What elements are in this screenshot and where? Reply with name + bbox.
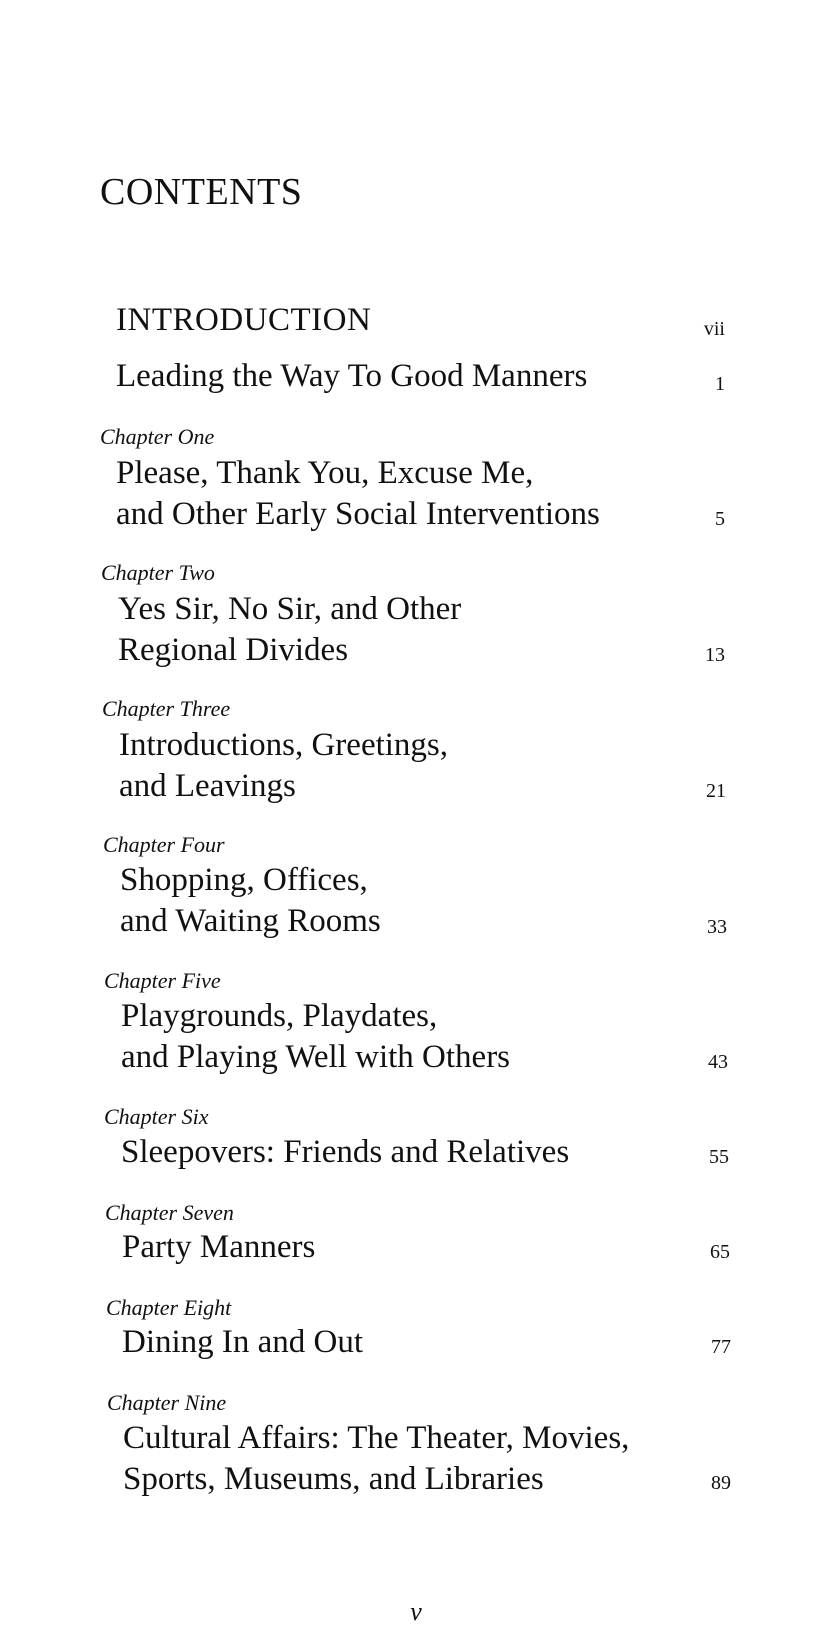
chapter-label: Chapter Nine <box>107 1390 227 1415</box>
page-number: 1 <box>715 373 725 395</box>
chapter-label: Chapter Seven <box>105 1200 234 1225</box>
chapter-label: Chapter Three <box>102 696 231 721</box>
folio-page-number: v <box>410 1597 422 1626</box>
entry-title-line: Sleepovers: Friends and Relatives <box>121 1134 570 1170</box>
page-number: 89 <box>711 1472 731 1494</box>
entry-title-line: and Playing Well with Others <box>121 1039 511 1075</box>
chapter-label: Chapter Six <box>104 1104 209 1129</box>
page-number: vii <box>703 318 725 340</box>
entry-title-line: and Other Early Social Interventions <box>116 496 600 532</box>
entry-title-line: Shopping, Offices, <box>120 862 368 898</box>
entry-title-line: Yes Sir, No Sir, and Other <box>118 591 462 627</box>
chapter-label: Chapter One <box>100 424 215 449</box>
page-number: 13 <box>705 644 725 666</box>
entry-title-line: Sports, Museums, and Libraries <box>123 1461 544 1497</box>
entry-title-line: INTRODUCTION <box>116 302 372 338</box>
page-number: 21 <box>706 780 726 802</box>
page-number: 65 <box>710 1241 730 1263</box>
page-number: 5 <box>715 508 725 530</box>
page-title: CONTENTS <box>100 171 303 213</box>
page-number: 55 <box>709 1146 729 1168</box>
page-number: 43 <box>708 1051 728 1073</box>
entry-title-line: Please, Thank You, Excuse Me, <box>116 455 534 491</box>
chapter-label: Chapter Five <box>104 968 221 993</box>
chapter-label: Chapter Four <box>103 832 225 857</box>
entry-title-line: Regional Divides <box>118 632 349 668</box>
entry-title-line: Introductions, Greetings, <box>119 727 449 763</box>
entry-title-line: Party Manners <box>122 1229 316 1265</box>
chapter-label: Chapter Two <box>101 560 215 585</box>
entry-title-line: and Waiting Rooms <box>120 903 381 939</box>
entry-title-line: Dining In and Out <box>122 1324 364 1360</box>
page-number: 77 <box>711 1336 731 1358</box>
page-number: 33 <box>707 916 727 938</box>
chapter-label: Chapter Eight <box>106 1295 232 1320</box>
entry-title-line: Leading the Way To Good Manners <box>116 358 588 394</box>
entry-title-line: Cultural Affairs: The Theater, Movies, <box>123 1420 630 1456</box>
entry-title-line: and Leavings <box>119 768 296 804</box>
entry-title-line: Playgrounds, Playdates, <box>121 998 438 1034</box>
